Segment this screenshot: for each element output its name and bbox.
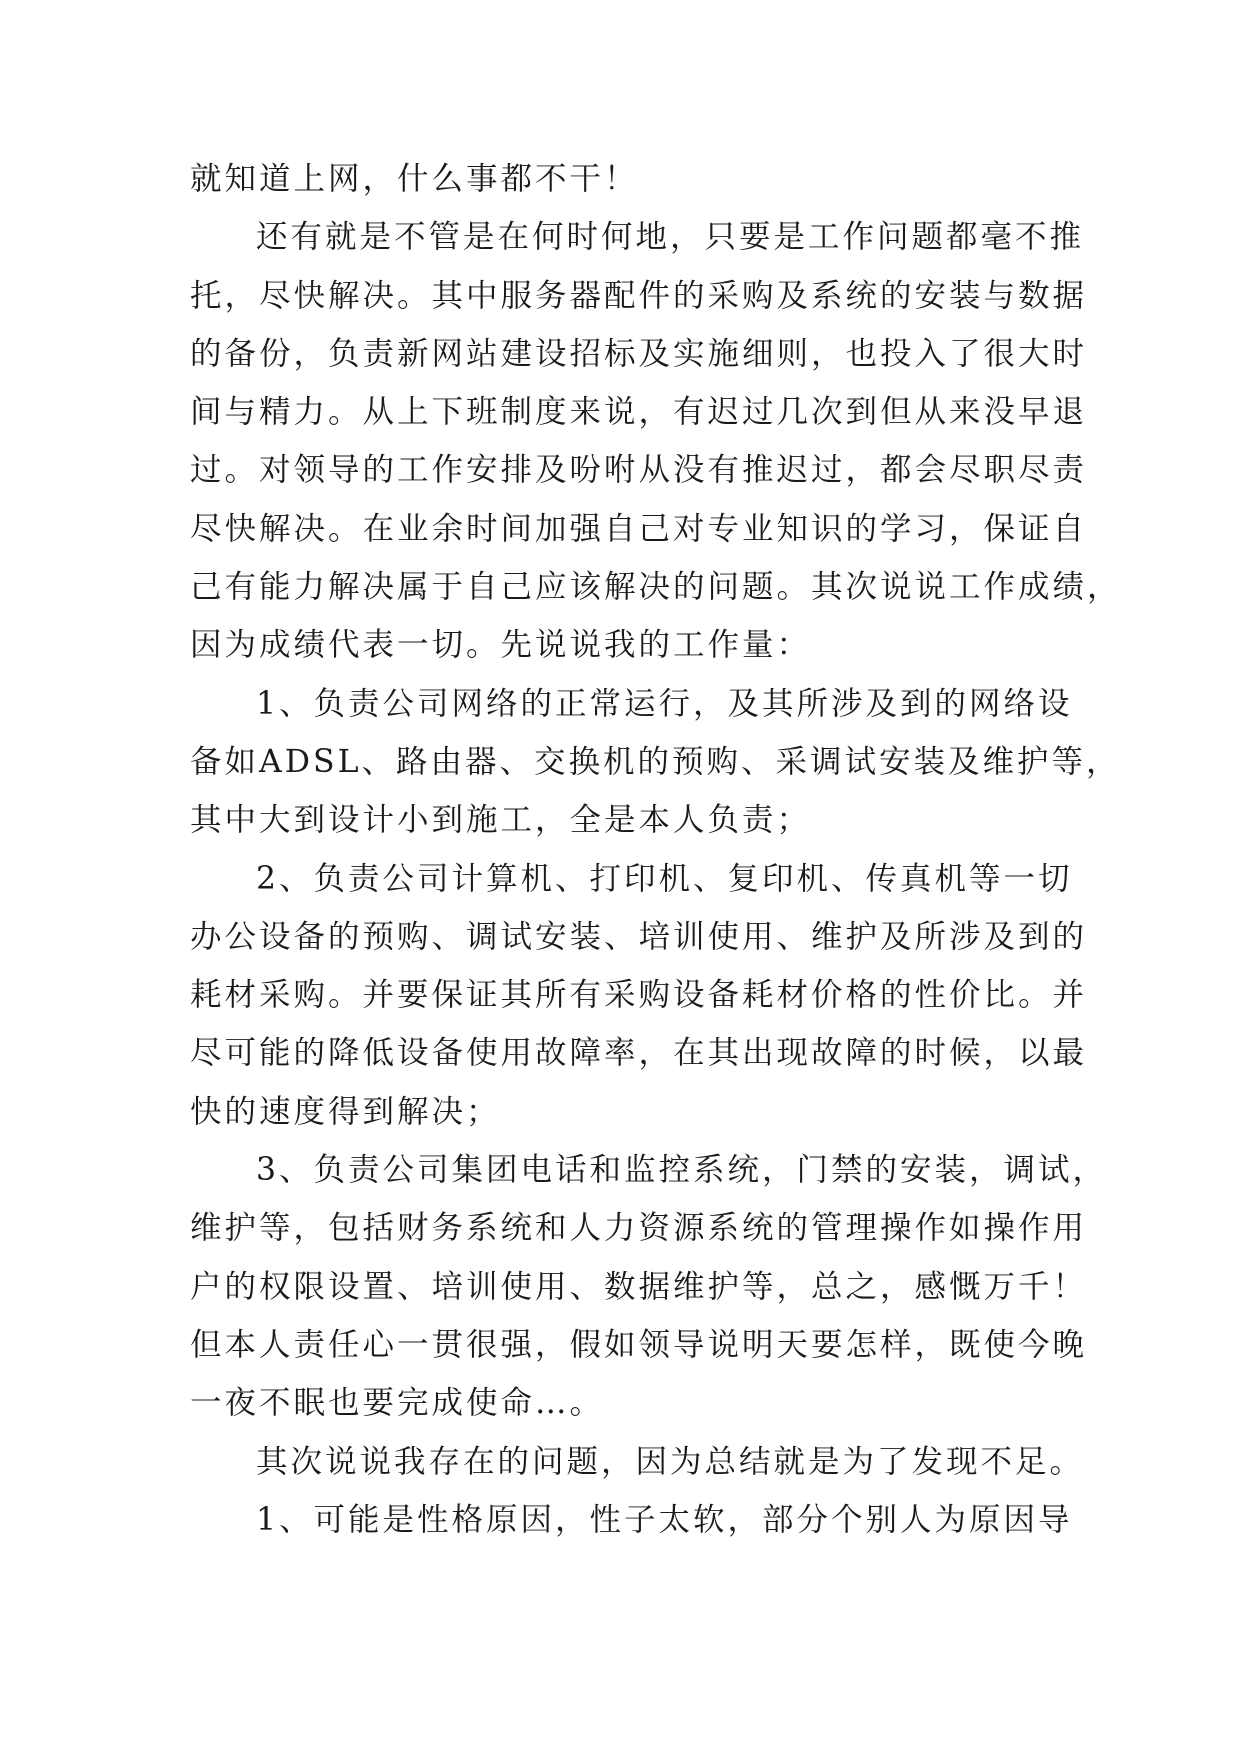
- text-line: 尽快解决。在业余时间加强自己对专业知识的学习，保证自: [190, 510, 1088, 547]
- text-line: 1、可能是性格原因，性子太软，部分个别人为原因导: [256, 1501, 1073, 1538]
- text-line: 快的速度得到解决；: [190, 1093, 501, 1130]
- text-line: 过。对领导的工作安排及吩咐从没有推迟过，都会尽职尽责: [190, 452, 1088, 489]
- document-body: [190, 150, 1122, 1549]
- text-line: 耗材采购。并要保证其所有采购设备耗材价格的性价比。并: [190, 977, 1088, 1014]
- text-line: 办公设备的预购、调试安装、培训使用、维护及所涉及到的: [190, 918, 1088, 955]
- text-line: 2、负责公司计算机、打印机、复印机、传真机等一切: [256, 860, 1073, 897]
- text-line: 其次说说我存在的问题，因为总结就是为了发现不足。: [256, 1443, 1085, 1480]
- text-line: 托，尽快解决。其中服务器配件的采购及系统的安装与数据: [190, 277, 1088, 314]
- text-line: 但本人责任心一贯很强，假如领导说明天要怎样，既使今晚: [190, 1326, 1088, 1363]
- text-line: 一夜不眠也要完成使命…。: [190, 1385, 605, 1422]
- text-line: 就知道上网，什么事都不干！: [190, 161, 639, 197]
- text-line: 间与精力。从上下班制度来说，有迟过几次到但从来没早退: [190, 394, 1088, 431]
- text-line: 维护等，包括财务系统和人力资源系统的管理操作如操作用: [190, 1210, 1088, 1247]
- text-line: 己有能力解决属于自己应该解决的问题。其次说说工作成绩，: [190, 569, 1122, 606]
- text-line: 1、负责公司网络的正常运行，及其所涉及到的网络设: [256, 685, 1073, 722]
- text-line: 尽可能的降低设备使用故障率，在其出现故障的时候，以最: [190, 1035, 1088, 1072]
- text-line: 户的权限设置、培训使用、数据维护等，总之，感慨万千！: [190, 1268, 1088, 1305]
- text-line: 其中大到设计小到施工，全是本人负责；: [190, 802, 812, 839]
- text-line: 还有就是不管是在何时何地，只要是工作问题都毫不推: [256, 219, 1085, 256]
- text-line: 3、负责公司集团电话和监控系统，门禁的安装，调试，: [256, 1152, 1108, 1189]
- text-line: 备如ADSL、路由器、交换机的预购、采调试安装及维护等，: [190, 743, 1121, 780]
- text-line: 的备份，负责新网站建设招标及实施细则，也投入了很大时: [190, 335, 1088, 372]
- text-line: 因为成绩代表一切。先说说我的工作量：: [190, 627, 812, 664]
